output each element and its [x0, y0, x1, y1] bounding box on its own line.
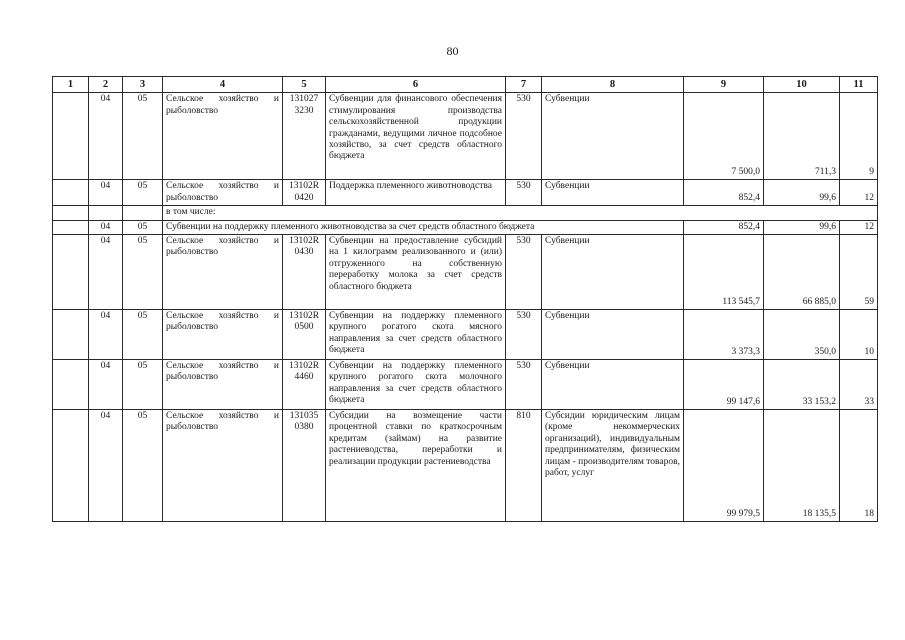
cell-description: Субвенции на поддержку племенного крупного рогатого скота молочного направления за счет средств областного бюджета	[326, 360, 506, 410]
cell-subsection	[123, 206, 163, 220]
cell-section-name: Сельское хозяйство и рыболовство	[163, 180, 283, 206]
table-row-subtotal	[53, 220, 878, 234]
cell-description: Поддержка племенного животноводства	[326, 180, 506, 206]
cell-type-name: Субвенции	[542, 310, 684, 360]
table-row	[53, 235, 878, 310]
cell-section: 04	[89, 235, 123, 310]
cell-col1	[53, 220, 89, 234]
cell-section: 04	[89, 180, 123, 206]
header-col-4: 4	[163, 77, 283, 93]
cell-percent: 10	[840, 310, 878, 360]
cell-target-code: 131027 3230	[283, 93, 326, 180]
table-row	[53, 360, 878, 410]
header-col-7: 7	[506, 77, 542, 93]
cell-section: 04	[89, 360, 123, 410]
header-col-6: 6	[326, 77, 506, 93]
cell-description: Субвенции для финансового обеспечения стимулирования производства сельскохозяйственной продукции гражданами, ведущими личное подсобное хозяйство, за счет средств областного бюджета	[326, 93, 506, 180]
cell-percent: 12	[840, 180, 878, 206]
cell-target-code: 13102R 0500	[283, 310, 326, 360]
cell-actual: 66 885,0	[764, 235, 840, 310]
cell-description: Субвенции на предоставление субсидий на 1 килограмм реализованного и (или) отгруженного на собственную переработку молока за счет средств областного бюджета	[326, 235, 506, 310]
cell-planned: 99 147,6	[684, 360, 764, 410]
header-col-10: 10	[764, 77, 840, 93]
cell-planned: 852,4	[684, 180, 764, 206]
cell-type-code: 810	[506, 410, 542, 522]
cell-planned: 3 373,3	[684, 310, 764, 360]
cell-target-code: 13102R 0430	[283, 235, 326, 310]
cell-type-code: 530	[506, 93, 542, 180]
cell-target-code: 13102R 0420	[283, 180, 326, 206]
cell-percent: 9	[840, 93, 878, 180]
cell-section: 04	[89, 410, 123, 522]
table-row	[53, 93, 878, 180]
cell-subsection: 05	[123, 235, 163, 310]
cell-planned: 113 545,7	[684, 235, 764, 310]
cell-type-name: Субвенции	[542, 180, 684, 206]
cell-section: 04	[89, 220, 123, 234]
cell-section: 04	[89, 93, 123, 180]
cell-section-name: Сельское хозяйство и рыболовство	[163, 235, 283, 310]
cell-col1	[53, 360, 89, 410]
cell-actual: 711,3	[764, 93, 840, 180]
cell-subsection: 05	[123, 180, 163, 206]
table-row-in-that-number	[53, 206, 878, 220]
table-header	[53, 77, 878, 93]
cell-target-code: 13102R 4460	[283, 360, 326, 410]
subtotal-description: Субвенции на поддержку племенного животноводства за счет средств областного бюджета	[163, 220, 684, 234]
header-col-9: 9	[684, 77, 764, 93]
header-col-11: 11	[840, 77, 878, 93]
cell-percent: 59	[840, 235, 878, 310]
page-number: 80	[446, 44, 459, 58]
cell-section-name: Сельское хозяйство и рыболовство	[163, 410, 283, 522]
cell-col1	[53, 206, 89, 220]
cell-section	[89, 206, 123, 220]
cell-type-code: 530	[506, 360, 542, 410]
cell-percent: 33	[840, 360, 878, 410]
header-col-2: 2	[89, 77, 123, 93]
cell-planned: 852,4	[684, 220, 764, 234]
table-body	[53, 93, 878, 522]
header-col-5: 5	[283, 77, 326, 93]
cell-description: Субсидии на возмещение части процентной ставки по краткосрочным кредитам (займам) на развитие растениеводства, переработки и реализации продукции растениеводства	[326, 410, 506, 522]
cell-type-name: Субвенции	[542, 360, 684, 410]
cell-section-name: Сельское хозяйство и рыболовство	[163, 93, 283, 180]
cell-type-name: Субсидии юридическим лицам (кроме некоммерческих организаций), индивидуальным предпринимателям, физическим лицам - производителям товаров, работ, услуг	[542, 410, 684, 522]
cell-col1	[53, 410, 89, 522]
cell-section-name: Сельское хозяйство и рыболовство	[163, 310, 283, 360]
cell-actual: 350,0	[764, 310, 840, 360]
table-row	[53, 180, 878, 206]
table-row	[53, 310, 878, 360]
budget-table	[52, 76, 878, 522]
header-col-1: 1	[53, 77, 89, 93]
cell-col1	[53, 310, 89, 360]
cell-description: Субвенции на поддержку племенного крупного рогатого скота мясного направления за счет средств областного бюджета	[326, 310, 506, 360]
cell-planned: 7 500,0	[684, 93, 764, 180]
cell-col1	[53, 180, 89, 206]
cell-subsection: 05	[123, 310, 163, 360]
header-col-8: 8	[542, 77, 684, 93]
cell-col1	[53, 93, 89, 180]
cell-actual: 18 135,5	[764, 410, 840, 522]
cell-col1	[53, 235, 89, 310]
cell-percent: 18	[840, 410, 878, 522]
cell-type-code: 530	[506, 310, 542, 360]
cell-actual: 33 153,2	[764, 360, 840, 410]
cell-target-code: 131035 0380	[283, 410, 326, 522]
cell-type-code: 530	[506, 180, 542, 206]
cell-percent: 12	[840, 220, 878, 234]
cell-type-name: Субвенции	[542, 235, 684, 310]
cell-subsection: 05	[123, 93, 163, 180]
cell-actual: 99,6	[764, 220, 840, 234]
header-row	[53, 77, 878, 93]
header-col-3: 3	[123, 77, 163, 93]
cell-subsection: 05	[123, 410, 163, 522]
cell-subsection: 05	[123, 360, 163, 410]
table-row	[53, 410, 878, 522]
cell-type-code: 530	[506, 235, 542, 310]
cell-subsection: 05	[123, 220, 163, 234]
cell-actual: 99,6	[764, 180, 840, 206]
in-that-number-label: в том числе:	[163, 206, 878, 220]
cell-planned: 99 979,5	[684, 410, 764, 522]
cell-section-name: Сельское хозяйство и рыболовство	[163, 360, 283, 410]
cell-section: 04	[89, 310, 123, 360]
cell-type-name: Субвенции	[542, 93, 684, 180]
